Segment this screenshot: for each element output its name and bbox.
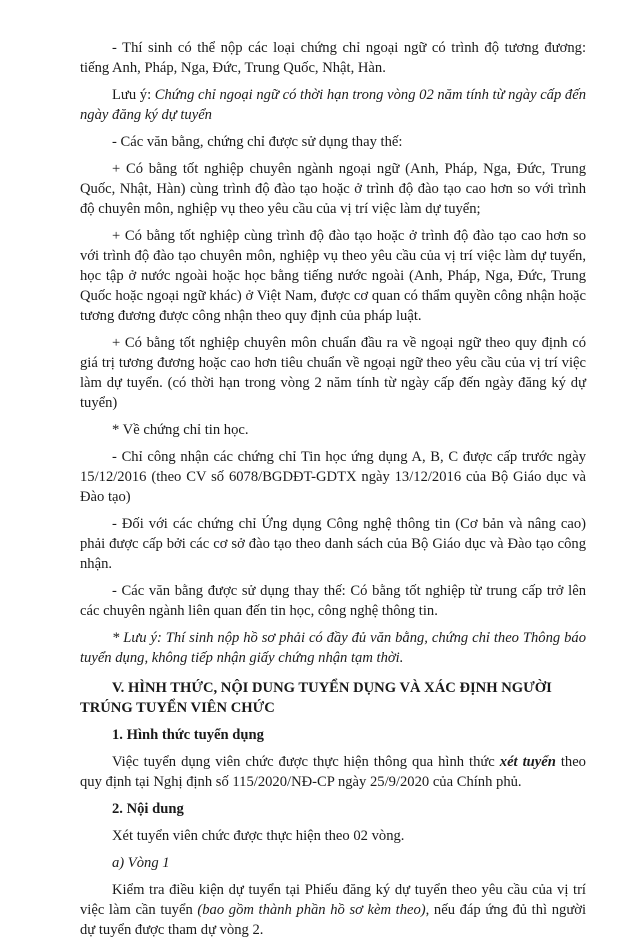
paragraph-output-standard-degree: + Có bằng tốt nghiệp chuyên môn chuẩn đầu ra về ngoại ngữ theo quy định có giá trị tương đương hoặc cao hơn tiêu chuẩn về ngoại ngữ theo yêu cầu của vị trí việc làm dự tuyển. (có thời hạn trong vòng 2 năm tính từ ngày cấp đến ngày đăng ký dự tuyển): [80, 335, 586, 411]
note-label: Lưu ý:: [112, 87, 155, 103]
note-complete-documents: [80, 628, 586, 668]
note-label: * Lưu ý:: [112, 630, 166, 646]
paragraph-it-substitute-degrees: - Các văn bằng được sử dụng thay thế: Có bằng tốt nghiệp từ trung cấp trở lên các chuyên ngành liên quan đến tin học, công nghệ thông tin.: [80, 583, 586, 619]
paragraph-it-application-certificates: - Đối với các chứng chỉ Ứng dụng Công nghệ thông tin (Cơ bản và nâng cao) phải được cấp bởi các cơ sở đào tạo theo danh sách của Bộ Giáo dục và Đào tạo công nhận.: [80, 516, 586, 572]
paragraph-substitute-degrees: - Các văn bằng, chứng chỉ được sử dụng thay thế:: [112, 134, 403, 150]
note-text: Thí sinh nộp hồ sơ phải có đầy đủ văn bằng, chứng chỉ theo Thông báo tuyển dụng, không tiếp nhận giấy chứng nhận tạm thời.: [80, 630, 587, 666]
paragraph-foreign-study-degree: + Có bằng tốt nghiệp cùng trình độ đào tạo hoặc ở trình độ đào tạo cao hơn so với trình độ đào tạo chuyên môn, nghiệp vụ theo yêu cầu của vị trí việc làm dự tuyển, học tập ở nước ngoài hoặc học bằng tiếng nước ngoài (Anh, Pháp, Nga, Đức, Trung Quốc hoặc ngoại ngữ khác) ở Việt Nam, được cơ quan có thẩm quyền công nhận hoặc tương đương được công nhận theo quy định của pháp luật.: [80, 228, 586, 324]
section-heading-v: V. HÌNH THỨC, NỘI DUNG TUYỂN DỤNG VÀ XÁC ĐỊNH NGƯỜI TRÚNG TUYỂN VIÊN CHỨC: [80, 680, 552, 716]
emphasis-xet-tuyen: xét tuyển: [499, 754, 556, 770]
paragraph-foreign-language-certificates: - Thí sinh có thể nộp các loại chứng chỉ ngoại ngữ có trình độ tương đương: tiếng Anh, Pháp, Nga, Đức, Trung Quốc, Nhật, Hàn.: [80, 40, 586, 76]
emphasis-dossier: (bao gồm thành phần hồ sơ kèm theo): [197, 902, 426, 918]
paragraph-it-certificate-heading: * Về chứng chỉ tin học.: [112, 422, 249, 438]
paragraph-round-1: Kiểm tra điều kiện dự tuyển tại Phiếu đăng ký dự tuyển theo yêu cầu của vị trí việc làm cần tuyển (bao gồm thành phần hồ sơ kèm theo), nếu đáp ứng đủ thì người dự tuyển được tham dự vòng 2.: [80, 882, 586, 938]
paragraph-it-abc-certificates: - Chỉ công nhận các chứng chỉ Tin học ứng dụng A, B, C được cấp trước ngày 15/12/2016 (theo CV số 6078/BGDĐT-GDTX ngày 13/12/2016 của Bộ Giáo dục và Đào tạo): [80, 449, 586, 505]
paragraph-two-rounds: Xét tuyển viên chức được thực hiện theo 02 vòng.: [112, 828, 405, 844]
subheading-recruitment-form: 1. Hình thức tuyển dụng: [112, 727, 264, 743]
paragraph-recruitment-form: Việc tuyển dụng viên chức được thực hiện thông qua hình thức xét tuyển theo quy định tại Nghị định số 115/2020/NĐ-CP ngày 25/9/2020 của Chính phủ.: [80, 754, 586, 790]
paragraph-language-degree: + Có bằng tốt nghiệp chuyên ngành ngoại ngữ (Anh, Pháp, Nga, Đức, Trung Quốc, Nhật, Hàn) cùng trình độ đào tạo hoặc ở trình độ đào tạo cao hơn so với trình độ chuyên môn, nghiệp vụ theo yêu cầu của vị trí việc làm dự tuyển;: [80, 161, 586, 217]
round-1-label: a) Vòng 1: [112, 855, 170, 871]
note-certificate-validity: [80, 85, 586, 125]
subheading-content: 2. Nội dung: [112, 801, 184, 817]
note-text: Chứng chỉ ngoại ngữ có thời hạn trong vòng 02 năm tính từ ngày cấp đến ngày đăng ký dự tuyển: [80, 87, 586, 123]
